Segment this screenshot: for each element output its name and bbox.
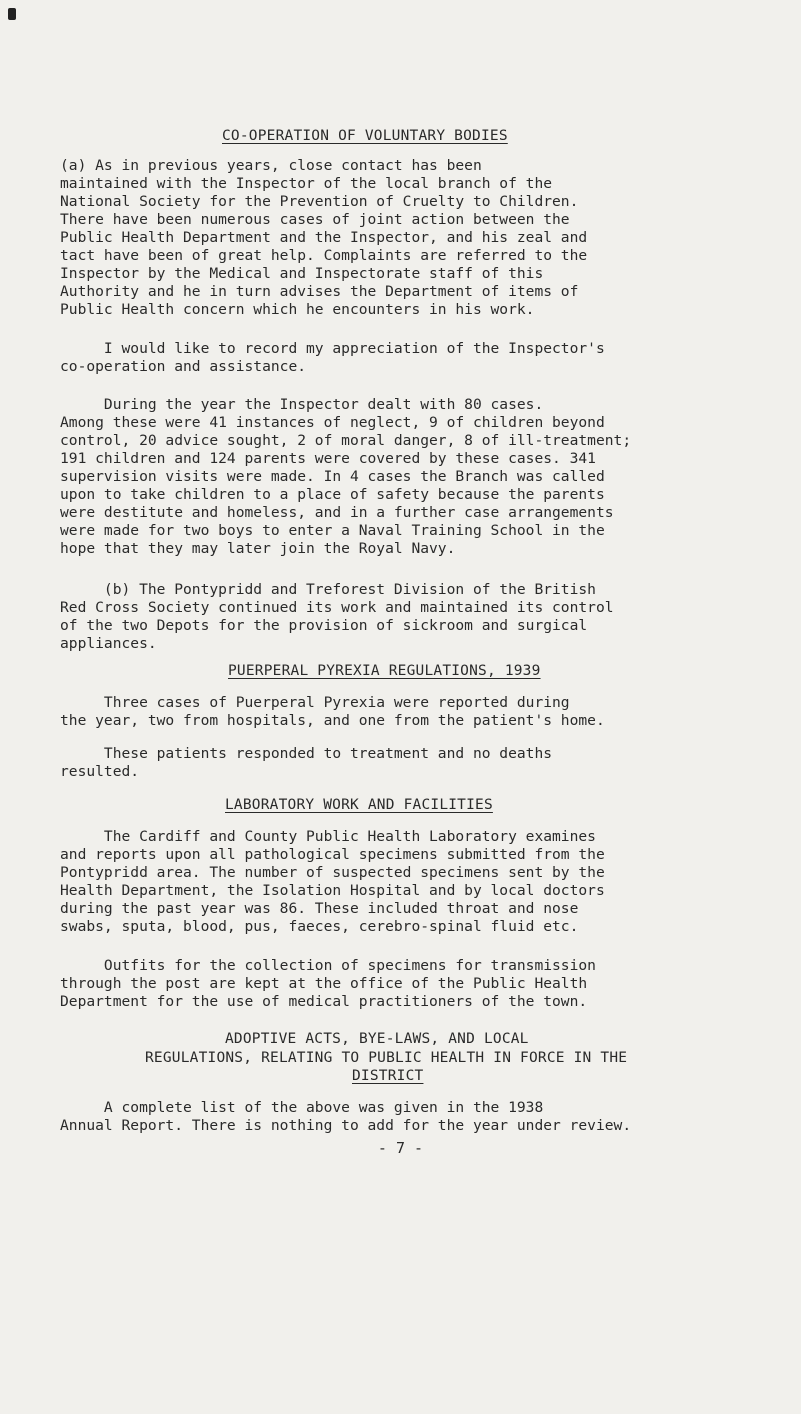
heading-adoptive-line2: REGULATIONS, RELATING TO PUBLIC HEALTH IN FORCE IN THE bbox=[145, 1050, 628, 1066]
paragraph-laboratory-2: Outfits for the collection of specimens for transmission through the post are kept at the office of the Public Health Department for the use of medical practitioners of the town. bbox=[60, 957, 596, 1010]
heading-laboratory: LABORATORY WORK AND FACILITIES bbox=[225, 797, 493, 813]
paragraph-adoptive: A complete list of the above was given in the 1938 Annual Report. There is nothing to add for the year under review. bbox=[60, 1099, 632, 1134]
paragraph-laboratory-1: The Cardiff and County Public Health Laboratory examines and reports upon all pathological specimens submitted from the Pontypridd area. The number of suspected specimens sent by the Health Department, the Isolation Hospital and by local doctors during the past year was 86. These included throat and nose swabs, sputa, blood, pus, faeces, cerebro-spinal fluid etc. bbox=[60, 828, 605, 935]
page-number: - 7 - bbox=[377, 1139, 424, 1157]
scan-mark bbox=[8, 8, 16, 20]
paragraph-a: (a) As in previous years, close contact has been maintained with the Inspector of the local branch of the National Society for the Prevention of Cruelty to Children. There have been numerous cases of joint action between the Public Health Department and the Inspector, and his zeal and tact have been of great help. Complaints are referred to the Inspector by the Medical and Inspectorate staff of this Authority and he in turn advises the Department of items of Public Health concern which he encounters in his work. bbox=[60, 157, 588, 318]
heading-adoptive-line3: DISTRICT bbox=[352, 1068, 424, 1084]
paragraph-puerperal-1: Three cases of Puerperal Pyrexia were reported during the year, two from hospitals, and one from the patient's home. bbox=[60, 694, 605, 729]
paragraph-appreciation: I would like to record my appreciation of the Inspector's co-operation and assistance. bbox=[60, 340, 605, 375]
heading-adoptive-line1: ADOPTIVE ACTS, BYE-LAWS, AND LOCAL bbox=[225, 1031, 529, 1047]
paragraph-puerperal-2: These patients responded to treatment and no deaths resulted. bbox=[60, 745, 553, 780]
paragraph-b: (b) The Pontypridd and Treforest Division of the British Red Cross Society continued its work and maintained its control of the two Depots for the provision of sickroom and surgical appliances. bbox=[60, 581, 614, 652]
heading-puerperal: PUERPERAL PYREXIA REGULATIONS, 1939 bbox=[228, 663, 541, 679]
paragraph-year-cases: During the year the Inspector dealt with 80 cases. Among these were 41 instances of neglect, 9 of children beyond control, 20 advice sought, 2 of moral danger, 8 of ill-treatment; 191 children and 124 parents were covered by these cases. 341 supervision visits were made. In 4 cases the Branch was called upon to take children to a place of safety because the parents were destitute and homeless, and in a further case arrangements were made for two boys to enter a Naval Training School in the hope that they may later join the Royal Navy. bbox=[60, 396, 632, 557]
heading-cooperation: CO-OPERATION OF VOLUNTARY BODIES bbox=[222, 128, 508, 144]
